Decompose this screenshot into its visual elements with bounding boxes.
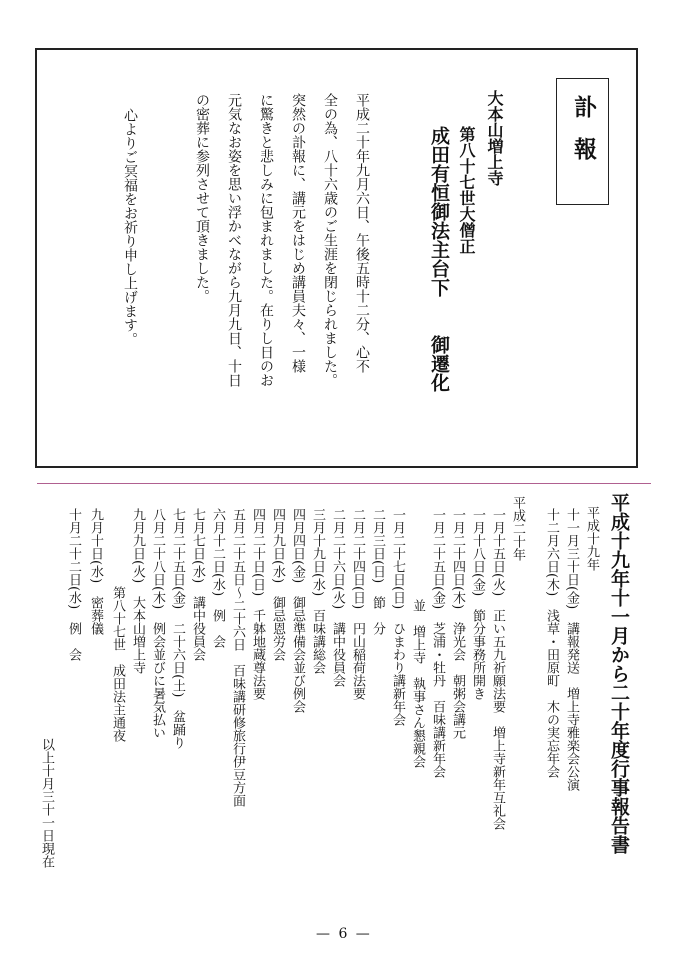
event-line: 十一月三十日(金) 講報発送 増上寺雅楽会公演 [564,508,579,792]
deceased-name: 成田有恒御法主台下 [428,126,450,297]
obituary-title: 訃報 [570,95,597,179]
event-line: 四月九日(水) 御忌恩労会 [270,508,285,662]
report-as-of-date: 以上十月三十一日現在 [39,738,54,868]
priest-rank: 第八十七世大僧正 [457,126,476,254]
obituary-body-line: 心よりご冥福をお祈り申し上げます。 [122,108,138,346]
event-line: 第八十七世 成田法主通夜 [110,508,125,742]
event-line: 一月二十四日(木) 浄光会 朝粥会講元 [450,508,465,740]
event-line: 一月二十五日(金) 芝浦・牡丹 百味講新年会 [430,508,445,779]
event-line: 二月二十四日(日) 円山稲荷法要 [350,508,365,701]
report-title: 平成十九年十一月から二十年度行事報告書 [608,493,630,854]
obituary-body-line: の密葬に参列させて頂きました。 [194,93,210,303]
page-number: — 6 — [316,926,372,942]
obituary-body-line: 元気なお姿を思い浮かべながら九月九日、十日 [226,93,242,387]
event-line: 四月四日(金) 御忌準備会並び例会 [290,508,305,714]
event-line: 七月二十五日(金) 二十六日(土) 盆踊り [170,508,185,750]
obituary-body-line: に驚きと悲しみに包まれました。在りし日のお [258,93,274,387]
event-line: 五月二十五日～二十六日 百味講研修旅行伊豆方面 [230,508,245,807]
event-line: 九月九日(火) 大本山増上寺 [130,508,145,675]
event-line: 六月十二日(水) 例 会 [210,508,225,649]
section-divider [37,483,651,484]
event-line: 二月三日(日) 節 分 [370,508,385,636]
event-line: 平成十九年 [584,506,599,571]
event-line: 四月二十日(日) 千躰地蔵尊法要 [250,508,265,701]
event-line: 八月二十八日(木) 例会並びに暑気払い [150,508,165,740]
passing-label: 御遷化 [428,335,450,392]
event-line: 十二月六日(木) 浅草・田原町 木の実忘年会 [544,508,559,779]
obituary-body-line: 平成二十年九月六日、午後五時十二分、心不 [354,93,370,373]
obituary-body-line: 全の為、八十六歳のご生涯を閉じられました。 [322,93,338,387]
event-line: 三月十九日(水) 百味講総会 [310,508,325,675]
obituary-body-line: 突然の訃報に、講元をはじめ講員夫々、一様 [290,93,306,373]
event-line: 一月十八日(金) 節分事務所開き [470,508,485,701]
event-line: 平成二十年 [510,496,525,561]
event-line: 二月二十六日(火) 講中役員会 [330,508,345,688]
event-line: 一月十五日(火) 正い五九祈願法要 増上寺新年互礼会 [490,508,505,831]
event-line: 一月二十七日(日) ひまわり講新年会 [390,508,405,727]
event-line: 十月二十二日(水) 例 会 [66,508,81,662]
event-line: 並 増上寺 執事さん懇親会 [410,508,425,768]
temple-name: 大本山増上寺 [485,90,504,186]
event-line: 九月十日(水) 密葬儀 [88,508,103,636]
event-line: 七月七日(水) 講中役員会 [190,508,205,662]
